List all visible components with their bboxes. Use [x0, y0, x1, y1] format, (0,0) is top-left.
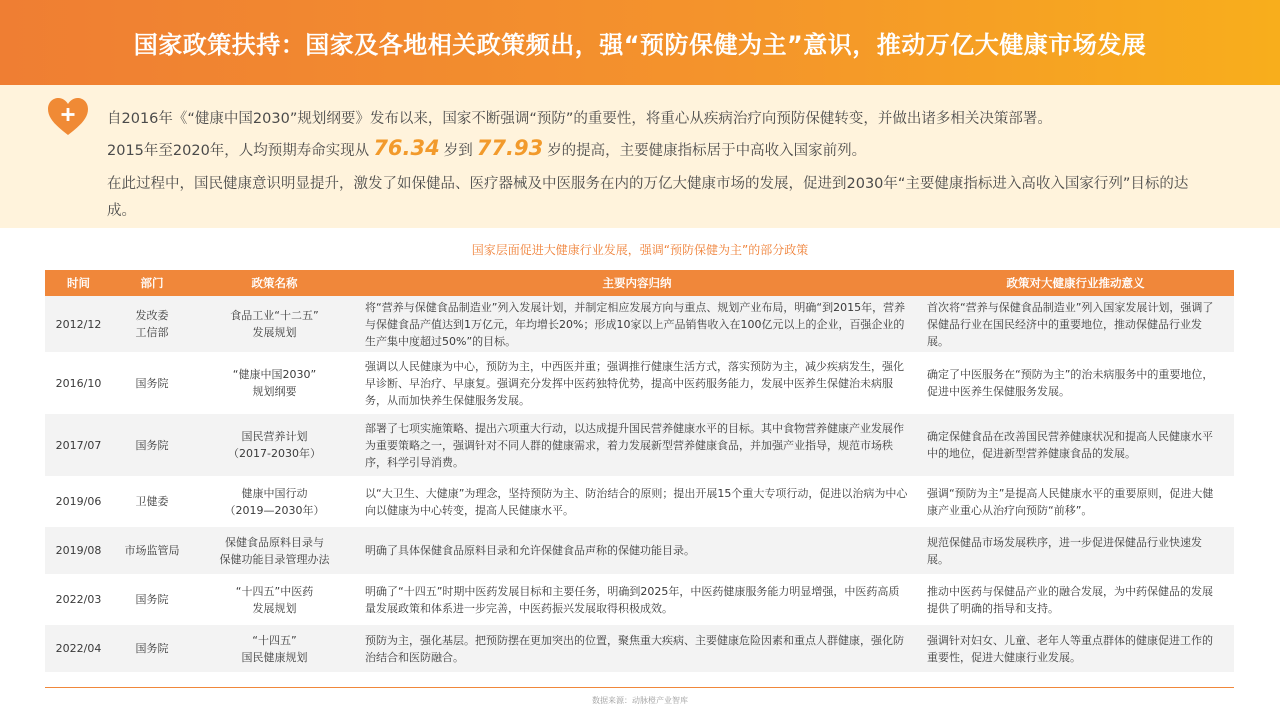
row-policy-name: 健康中国行动 （2019—2030年）	[192, 476, 357, 527]
bottom-divider	[45, 687, 1234, 688]
row-impact: 强调针对妇女、儿童、老年人等重点群体的健康促进工作的重要性，促进大健康行业发展。	[917, 625, 1234, 672]
table-row	[45, 296, 1234, 352]
row-main-content: 明确了“十四五”时期中医药发展目标和主要任务，明确到2025年，中医药健康服务能力明显增强，中医药高质量发展政策和体系进一步完善，中医药振兴发展取得积极成效。	[357, 574, 917, 625]
row-main-content: 部署了七项实施策略、提出六项重大行动，以达成提升国民营养健康水平的目标。其中食物营养健康产业发展作为重要策略之一，强调针对不同人群的健康需求，着力发展新型营养健康食品，并加强产业指导，规范市场秩序，科学引导消费。	[357, 414, 917, 476]
page-title: 国家政策扶持：国家及各地相关政策频出，强“预防保健为主”意识，推动万亿大健康市场发展	[133, 31, 1147, 59]
row-department: 国务院	[112, 625, 192, 672]
row-policy-name: “健康中国2030” 规划纲要	[192, 352, 357, 414]
row-main-content: 将“营养与保健食品制造业”列入发展计划，并制定相应发展方向与重点、规划产业布局，明确“到2015年，营养与保健食品产值达到1万亿元，年均增长20%；形成10家以上产品销售收入在100亿元以上的企业，百强企业的生产集中度超过50%”的目标。	[357, 296, 917, 352]
heart-plus-icon	[47, 97, 89, 137]
row-impact: 确定保健食品在改善国民营养健康状况和提高人民健康水平中的地位，促进新型营养健康食品的发展。	[917, 414, 1234, 476]
intro-line-2	[107, 136, 866, 160]
intro-line-1: 自2016年《“健康中国2030”规划纲要》发布以来，国家不断强调“预防”的重要性，将重心从疾病治疗向预防保健转变，并做出诸多相关决策部署。	[107, 111, 1052, 127]
row-department: 发改委 工信部	[112, 296, 192, 352]
row-date: 2019/06	[45, 476, 112, 527]
row-policy-name: 食品工业“十二五” 发展规划	[192, 296, 357, 352]
table-title: 国家层面促进大健康行业发展，强调“预防保健为主”的部分政策	[471, 243, 809, 257]
life-expectancy-2020: 77.93	[476, 136, 544, 160]
table-row	[45, 625, 1234, 672]
table-row	[45, 352, 1234, 414]
row-main-content: 以“大卫生、大健康”为理念，坚持预防为主、防治结合的原则；提出开展15个重大专项行动，促进以治病为中心向以健康为中心转变，提高人民健康水平。	[357, 476, 917, 527]
table-row	[45, 476, 1234, 527]
intro-line-2-mid: 岁到	[443, 143, 473, 159]
row-policy-name: “十四五” 国民健康规划	[192, 625, 357, 672]
row-department: 卫健委	[112, 476, 192, 527]
life-expectancy-2015: 76.34	[373, 136, 440, 160]
row-date: 2019/08	[45, 527, 112, 574]
table-row	[45, 414, 1234, 476]
row-date: 2012/12	[45, 296, 112, 352]
row-department: 国务院	[112, 414, 192, 476]
header-date: 时间	[45, 270, 112, 296]
row-department: 国务院	[112, 574, 192, 625]
table-header-row	[45, 270, 1234, 296]
table-row	[45, 574, 1234, 625]
table-row	[45, 527, 1234, 574]
row-impact: 强调“预防为主”是提高人民健康水平的重要原则，促进大健康产业重心从治疗向预防“前移”。	[917, 476, 1234, 527]
policy-table	[45, 270, 1234, 672]
row-date: 2022/04	[45, 625, 112, 672]
data-source: 数据来源：动脉橙产业智库	[592, 696, 688, 705]
intro-line-2-prefix: 2015年至2020年，人均预期寿命实现从	[107, 143, 370, 159]
header-department: 部门	[112, 270, 192, 296]
row-department: 国务院	[112, 352, 192, 414]
row-impact: 首次将“营养与保健食品制造业”列入国家发展计划，强调了保健品行业在国民经济中的重要地位，推动保健品行业发展。	[917, 296, 1234, 352]
row-main-content: 预防为主，强化基层。把预防摆在更加突出的位置，聚焦重大疾病、主要健康危险因素和重点人群健康，强化防治结合和医防融合。	[357, 625, 917, 672]
header-policy-name: 政策名称	[192, 270, 357, 296]
row-policy-name: 国民营养计划 （2017-2030年）	[192, 414, 357, 476]
header-impact: 政策对大健康行业推动意义	[917, 270, 1234, 296]
row-department: 市场监管局	[112, 527, 192, 574]
row-main-content: 强调以人民健康为中心，预防为主，中西医并重；强调推行健康生活方式，落实预防为主，减少疾病发生，强化早诊断、早治疗、早康复。强调充分发挥中医药独特优势，提高中医药服务能力，发展中医养生保健治未病服务，从而加快养生保健服务发展。	[357, 352, 917, 414]
row-impact: 推动中医药与保健品产业的融合发展，为中药保健品的发展提供了明确的指导和支持。	[917, 574, 1234, 625]
row-date: 2017/07	[45, 414, 112, 476]
header-main-content: 主要内容归纳	[357, 270, 917, 296]
row-policy-name: “十四五”中医药 发展规划	[192, 574, 357, 625]
row-main-content: 明确了具体保健食品原料目录和允许保健食品声称的保健功能目录。	[357, 527, 917, 574]
row-policy-name: 保健食品原料目录与 保健功能目录管理办法	[192, 527, 357, 574]
intro-line-2-suffix: 岁的提高，主要健康指标居于中高收入国家前列。	[547, 143, 867, 159]
row-date: 2016/10	[45, 352, 112, 414]
header-banner	[0, 0, 1280, 85]
row-impact: 规范保健品市场发展秩序，进一步促进保健品行业快速发展。	[917, 527, 1234, 574]
row-impact: 确定了中医服务在“预防为主”的治未病服务中的重要地位，促进中医养生保健服务发展。	[917, 352, 1234, 414]
row-date: 2022/03	[45, 574, 112, 625]
intro-line-3: 在此过程中，国民健康意识明显提升，激发了如保健品、医疗器械及中医服务在内的万亿大健康市场的发展，促进到2030年“主要健康指标进入高收入国家行列”目标的达成。	[107, 176, 1189, 219]
